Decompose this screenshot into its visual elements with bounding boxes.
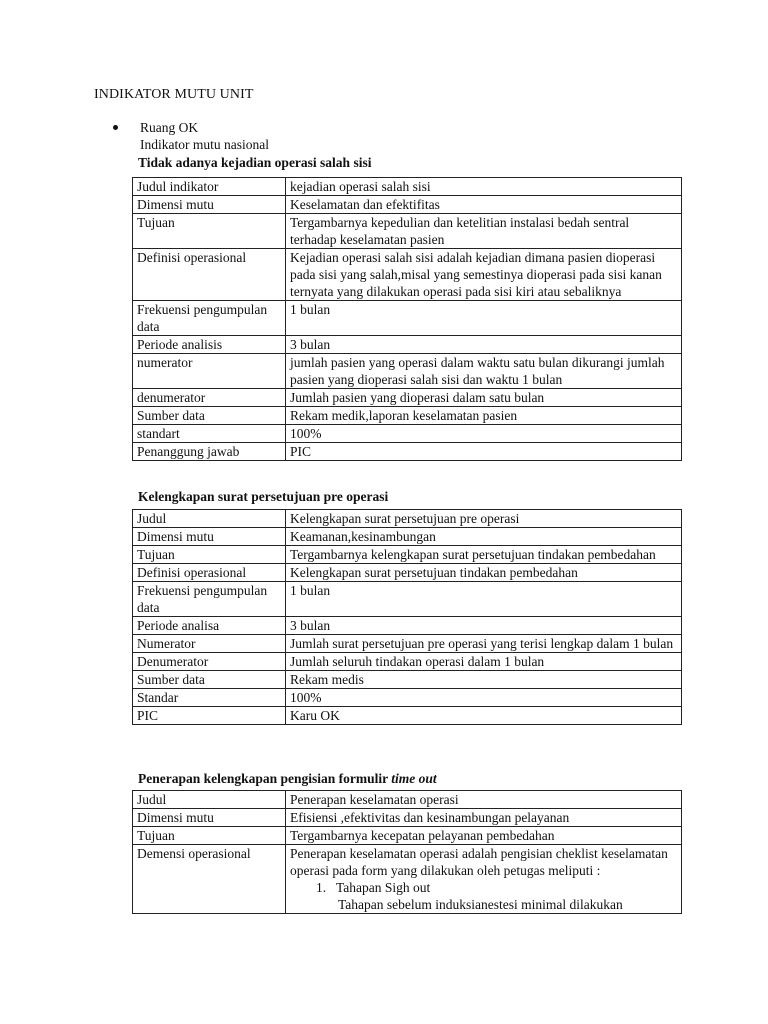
section-heading-1: Tidak adanya kejadian operasi salah sisi <box>138 155 372 170</box>
table-row <box>133 617 682 635</box>
row-value: Penerapan keselamatan operasi <box>286 791 682 809</box>
bullet-icon <box>113 125 118 130</box>
table-row <box>133 407 682 425</box>
row-value: jumlah pasien yang operasi dalam waktu satu bulan dikurangi jumlah pasien yang dioperasi salah sisi dan waktu 1 bulan <box>286 354 682 389</box>
row-value: PIC <box>286 443 682 461</box>
row-value: Keamanan,kesinambungan <box>286 528 682 546</box>
row-value: Kejadian operasi salah sisi adalah kejadian dimana pasien dioperasi pada sisi yang salah,misal yang semestinya dioperasi pada sisi kanan ternyata yang dilakukan operasi pada sisi kiri atau sebaliknya <box>286 249 682 301</box>
row-label: Tujuan <box>133 214 286 249</box>
table-row <box>133 528 682 546</box>
section-heading-3-text: Penerapan kelengkapan pengisian formulir <box>138 771 392 786</box>
table-row <box>133 178 682 196</box>
row-label: Frekuensi pengumpulan data <box>133 301 286 336</box>
row-value: kejadian operasi salah sisi <box>286 178 682 196</box>
table-row <box>133 214 682 249</box>
row-label: Tujuan <box>133 546 286 564</box>
row-label: numerator <box>133 354 286 389</box>
table-row <box>133 564 682 582</box>
row-label: Dimensi mutu <box>133 809 286 827</box>
table-row <box>133 249 682 301</box>
row-label: Periode analisa <box>133 617 286 635</box>
row-value: Jumlah pasien yang dioperasi dalam satu bulan <box>286 389 682 407</box>
table-row <box>133 196 682 214</box>
row-value: Jumlah surat persetujuan pre operasi yang terisi lengkap dalam 1 bulan <box>286 635 682 653</box>
table-row <box>133 827 682 845</box>
row-label: Numerator <box>133 635 286 653</box>
row-label: Judul indikator <box>133 178 286 196</box>
row-value: 3 bulan <box>286 617 682 635</box>
table-row <box>133 635 682 653</box>
table-row <box>133 671 682 689</box>
list-subline: Tahapan sebelum induksianestesi minimal dilakukan <box>338 897 623 912</box>
row-label: Definisi operasional <box>133 564 286 582</box>
row-value: 100% <box>286 425 682 443</box>
row-label: Penanggung jawab <box>133 443 286 461</box>
bullet-label: Ruang OK <box>140 120 199 135</box>
row-value: Keselamatan dan efektifitas <box>286 196 682 214</box>
row-value: Kelengkapan surat persetujuan tindakan pembedahan <box>286 564 682 582</box>
row-label: Tujuan <box>133 827 286 845</box>
subheading: Indikator mutu nasional <box>140 137 269 152</box>
row-value: Tergambarnya kecepatan pelayanan pembedahan <box>286 827 682 845</box>
row-label: Definisi operasional <box>133 249 286 301</box>
row-label: Demensi operasional <box>133 845 286 914</box>
row-label: PIC <box>133 707 286 725</box>
row-label: Denumerator <box>133 653 286 671</box>
row-label: denumerator <box>133 389 286 407</box>
table-row <box>133 689 682 707</box>
table-row <box>133 425 682 443</box>
row-label: Judul <box>133 791 286 809</box>
section-heading-3 <box>138 771 437 787</box>
row-label: Dimensi mutu <box>133 528 286 546</box>
row-value: Rekam medis <box>286 671 682 689</box>
row-value: 1 bulan <box>286 301 682 336</box>
table-row <box>133 546 682 564</box>
row-value: Tergambarnya kelengkapan surat persetujuan tindakan pembedahan <box>286 546 682 564</box>
indicator-table-3 <box>132 790 682 914</box>
row-value: Kelengkapan surat persetujuan pre operasi <box>286 510 682 528</box>
table-row <box>133 845 682 914</box>
row-label: standart <box>133 425 286 443</box>
row-label: Judul <box>133 510 286 528</box>
row-label: Sumber data <box>133 407 286 425</box>
page-title: INDIKATOR MUTU UNIT <box>94 87 254 102</box>
row-value: Efisiensi ,efektivitas dan kesinambungan pelayanan <box>286 809 682 827</box>
table-row <box>133 707 682 725</box>
table-row <box>133 336 682 354</box>
list-item: 1. Tahapan Sigh out <box>316 880 431 895</box>
table-row <box>133 354 682 389</box>
row-value: Jumlah seluruh tindakan operasi dalam 1 bulan <box>286 653 682 671</box>
row-label: Periode analisis <box>133 336 286 354</box>
table-row <box>133 301 682 336</box>
row-value: 3 bulan <box>286 336 682 354</box>
row-value: 100% <box>286 689 682 707</box>
indicator-table-2 <box>132 509 682 725</box>
row-value: 1 bulan <box>286 582 682 617</box>
table-row <box>133 443 682 461</box>
indicator-table-1 <box>132 177 682 461</box>
section-heading-2: Kelengkapan surat persetujuan pre operasi <box>138 489 389 504</box>
table-row <box>133 389 682 407</box>
table-row <box>133 791 682 809</box>
row-label: Frekuensi pengumpulan data <box>133 582 286 617</box>
row-value: Karu OK <box>286 707 682 725</box>
row-label: Dimensi mutu <box>133 196 286 214</box>
table-row <box>133 510 682 528</box>
row-value: Rekam medik,laporan keselamatan pasien <box>286 407 682 425</box>
table-row <box>133 809 682 827</box>
row-value <box>286 845 682 914</box>
section-heading-3-italic: time out <box>391 771 437 786</box>
table-row <box>133 582 682 617</box>
row-label: Standar <box>133 689 286 707</box>
row-value-text: Penerapan keselamatan operasi adalah pengisian cheklist keselamatan operasi pada form yang dilakukan oleh petugas meliputi : <box>290 846 668 878</box>
row-value: Tergambarnya kepedulian dan ketelitian instalasi bedah sentral terhadap keselamatan pasien <box>286 214 682 249</box>
row-label: Sumber data <box>133 671 286 689</box>
table-row <box>133 653 682 671</box>
